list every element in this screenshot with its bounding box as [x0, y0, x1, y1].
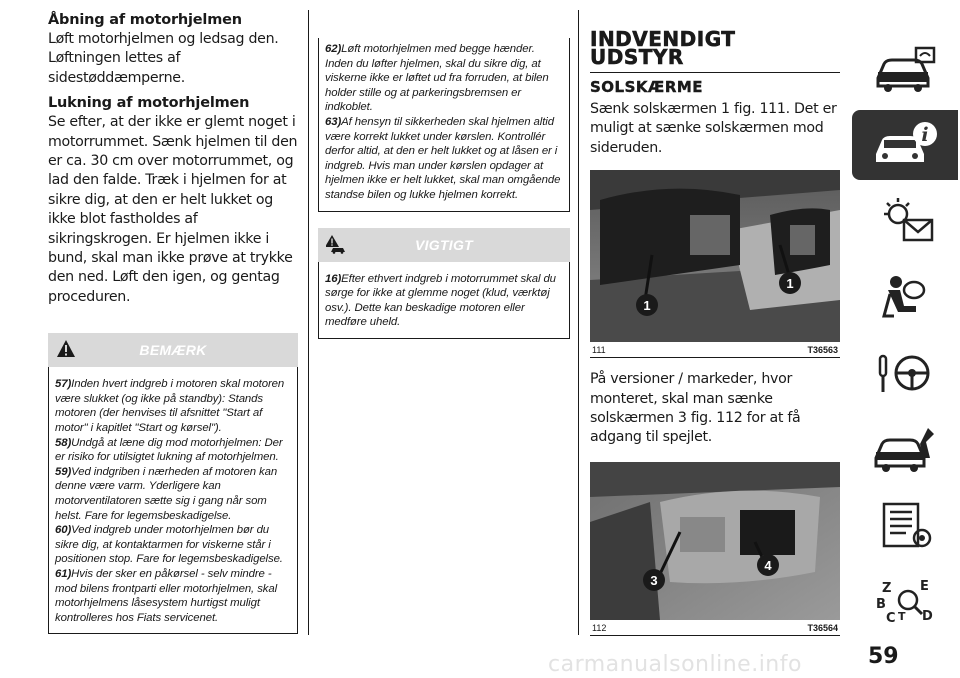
- technical-data-list-icon: [870, 500, 940, 550]
- heading-closing-hood: Lukning af motorhjelmen: [48, 95, 250, 112]
- car-warning-icon: [326, 234, 346, 254]
- note-header: [48, 333, 298, 367]
- callout-4: 4: [764, 557, 772, 573]
- subsection-title: SOLSKÆRME: [590, 78, 704, 96]
- note-box: [48, 367, 298, 634]
- column-2: [318, 38, 570, 339]
- note-item: 62)Løft motorhjelmen med begge hænder. Inden du løfter hjelmen, skal du sikre dig, at viskerne ikke er løftet ud fra forruden, at bilen holder stille og at parkeringsbremsen er indkoblet.: [325, 43, 549, 114]
- tab-safety[interactable]: [852, 262, 958, 332]
- index-letter: Z: [882, 581, 892, 596]
- sun-visor-mirror-photo: [590, 462, 840, 620]
- tab-maintenance[interactable]: [852, 414, 958, 484]
- key-steering-wheel-icon: [870, 348, 940, 398]
- figure-111: [590, 170, 840, 358]
- note-box-continued: [318, 38, 570, 212]
- airbag-seat-icon: [870, 272, 940, 322]
- column-3: [590, 27, 840, 636]
- warning-light-mail-icon: [870, 196, 940, 246]
- paragraph-opening-hood: Løft motorhjelmen og ledsag den. Løftningen lettes af sidestøddæmperne.: [48, 31, 279, 86]
- tab-warning-lights[interactable]: [852, 186, 958, 256]
- figure-caption: [590, 342, 840, 355]
- column-divider: [578, 10, 579, 635]
- important-box: [318, 262, 570, 339]
- tab-car-info[interactable]: [852, 110, 958, 180]
- watermark: carmanualsonline.info: [548, 652, 802, 677]
- section-rule: [590, 72, 840, 73]
- figure-caption: [590, 620, 840, 633]
- figure-code: T36564: [807, 622, 838, 633]
- figure-number: 111: [592, 345, 606, 356]
- paragraph-mirror: På versioner / markeder, hvor monteret, skal man sænke solskærmen 3 fig. 112 for at få adgang til spejlet.: [590, 371, 801, 446]
- note-item: 57)Inden hvert indgreb i motoren skal motoren være slukket (og ikke på standby): Stands motoren (der henvises til afsnittet "Start af motor" i kapitlet "Start og kørsel").: [55, 378, 285, 435]
- index-letter: E: [920, 579, 929, 594]
- column-divider: [308, 10, 309, 635]
- alphabetical-index-icon: [870, 576, 940, 626]
- tab-technical-data[interactable]: [852, 490, 958, 560]
- callout-1b: 1: [786, 276, 794, 292]
- tab-index[interactable]: [852, 566, 958, 636]
- callout-3: 3: [650, 572, 658, 588]
- section-title: INDVENDIGT UDSTYR: [590, 27, 736, 69]
- note-item: 58)Undgå at læne dig mod motorhjelmen: Der er risiko for utilsigtet lukning af motorhjelmen.: [55, 436, 283, 464]
- car-wrench-icon: [870, 424, 940, 474]
- paragraph-sun-visor: Sænk solskærmen 1 fig. 111. Det er muligt at sænke solskærmen mod sideruden.: [590, 101, 837, 156]
- heading-opening-hood: Åbning af motorhjelmen: [48, 12, 242, 28]
- car-dashboard-icon: [870, 44, 940, 94]
- page-number: 59: [868, 644, 899, 669]
- svg-text:i: i: [921, 124, 929, 146]
- index-letter: C: [886, 611, 896, 626]
- figure-112: [590, 462, 840, 636]
- index-letter: B: [876, 597, 886, 612]
- note-item: 60)Ved indgreb under motorhjelmen bør du sikre dig, at kontaktarmen for viskerne står i positionen stop. Fare for legemsbeskadigelse.: [55, 524, 283, 566]
- important-header: [318, 228, 570, 262]
- note-item: 16)Efter ethvert indgreb i motorrummet skal du sørge for ikke at glemme noget (klud, værktøj osv.). Dette kan beskadige motoren eller medføre uheld.: [325, 272, 556, 329]
- index-letter: T: [898, 610, 906, 623]
- note-item: 59)Ved indgriben i nærheden af motoren kan denne være varm. Yderligere kan motorventilatoren sætte sig i gang når som helst. Fare for legemsbeskadigelse.: [55, 465, 278, 522]
- note-item: 63)Af hensyn til sikkerheden skal hjelmen altid være korrekt lukket under kørslen. Kontrollér derfor altid, at den er helt lukket og at låsen er i indgreb. Hvis man under kørslen opdager at hjelmen ikke er helt lukket, skal man omgående standse bilen og lukke hjelmen korrekt.: [325, 115, 561, 201]
- important-title: VIGTIGT: [414, 236, 474, 253]
- column-1: [48, 10, 298, 634]
- warning-triangle-icon: [56, 339, 76, 359]
- note-item: 61)Hvis der sker en påkørsel - selv mindre - mod bilens frontparti eller motorhjelmen, skal motorhjelmens låsesystem hurtigst muligt kontrolleres hos Fiats servicenet.: [55, 568, 278, 624]
- tab-starting-driving[interactable]: [852, 338, 958, 408]
- index-letter: D: [922, 609, 933, 624]
- tab-car-dashboard[interactable]: [852, 34, 958, 104]
- chapter-tabs: [852, 34, 960, 642]
- car-info-icon: [870, 120, 940, 170]
- figure-code: T36563: [807, 345, 838, 356]
- note-title: BEMÆRK: [139, 342, 207, 359]
- figure-number: 112: [592, 622, 607, 633]
- paragraph-closing-hood: Se efter, at der ikke er glemt noget i motorrummet. Sænk hjelmen til den er ca. 30 cm over motorrummet, og lad den falde. Træk i hjelmen for at sikre dig, at den er helt lukket og ikke blot fastholdes af sikringskrogen. Er hjelmen ikke i bund, skal man ikke prøve at trykke den ned. Løft den igen, og gentag proceduren.: [48, 114, 298, 305]
- sun-visor-photo: [590, 170, 840, 342]
- callout-1a: 1: [643, 298, 651, 314]
